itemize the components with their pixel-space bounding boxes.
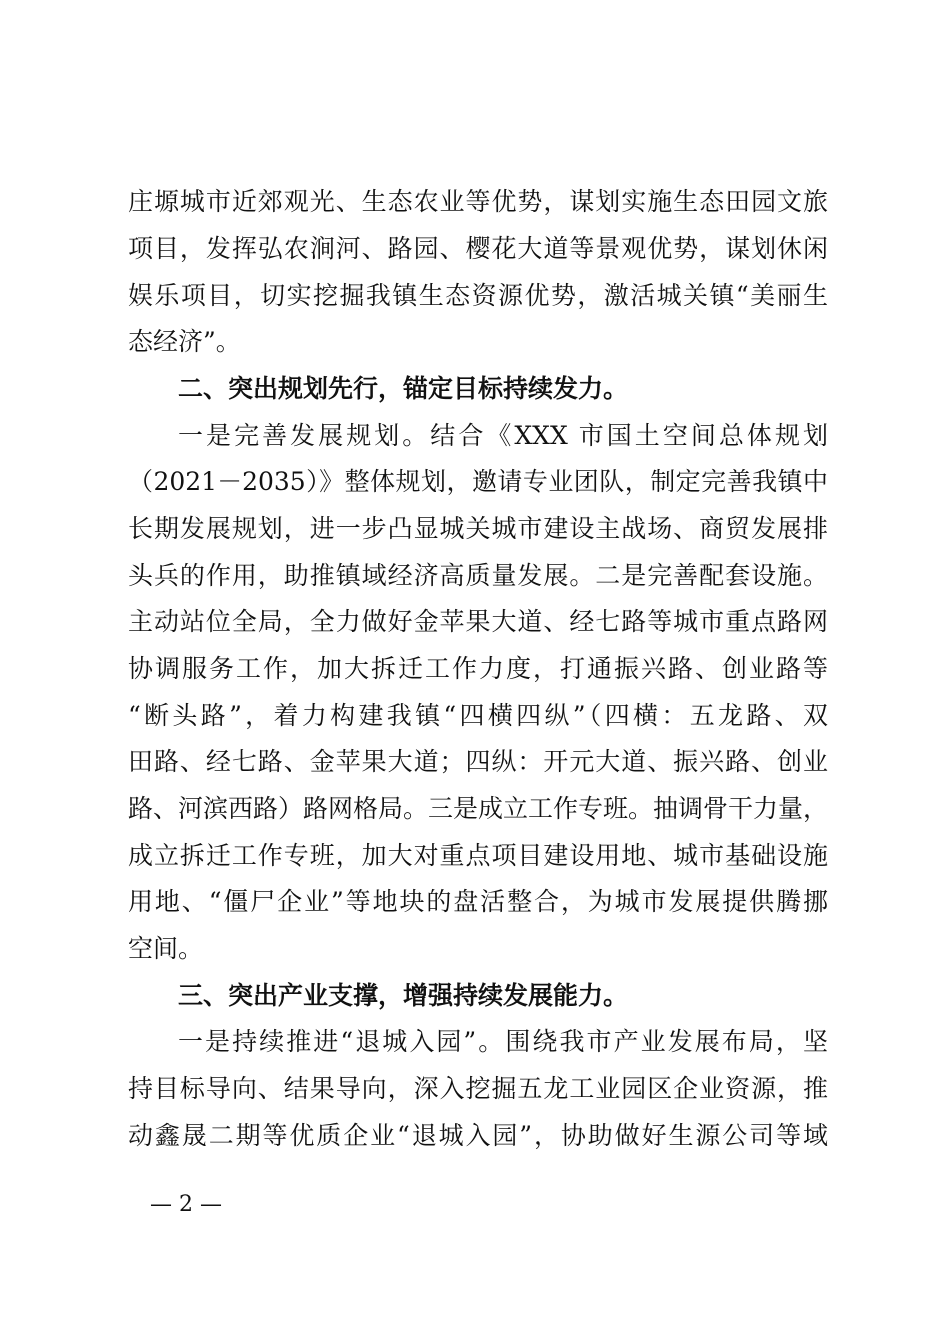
body-text-line: 用地、“僵尸企业”等地块的盘活整合，为城市发展提供腾挪 (128, 887, 828, 916)
body-text-line: 成立拆迁工作专班，加大对重点项目建设用地、城市基础设施 (128, 841, 828, 870)
body-text-line: 主动站位全局，全力做好金苹果大道、经七路等城市重点路网 (128, 607, 828, 636)
body-text-line: 头兵的作用，助推镇域经济高质量发展。二是完善配套设施。 (128, 561, 828, 590)
body-text-line: 路、河滨西路）路网格局。三是成立工作专班。抽调骨干力量， (128, 794, 829, 823)
body-text-line: 一是持续推进“退城入园”。围绕我市产业发展布局，坚 (178, 1027, 828, 1056)
page-number: — 2 — (150, 1192, 222, 1217)
body-text-line: 动鑫晟二期等优质企业“退城入园”，协助做好生源公司等域 (128, 1121, 828, 1150)
body-text-line: 持目标导向、结果导向，深入挖掘五龙工业园区企业资源，推 (128, 1074, 828, 1103)
body-text-line: （2021－2035）》整体规划，邀请专业团队，制定完善我镇中 (128, 467, 828, 496)
body-text-line: 态经济”。 (128, 327, 241, 356)
body-text-line: 田路、经七路、金苹果大道；四纵：开元大道、振兴路、创业 (128, 747, 828, 776)
body-text-line: 空间。 (128, 934, 204, 963)
body-text-line: 娱乐项目，切实挖掘我镇生态资源优势，激活城关镇“美丽生 (128, 281, 828, 310)
body-text-line: 长期发展规划，进一步凸显城关城市建设主战场、商贸发展排 (128, 514, 828, 543)
body-text-line: 项目，发挥弘农涧河、路园、樱花大道等景观优势，谋划休闲 (128, 234, 828, 263)
body-text-line: 庄塬城市近郊观光、生态农业等优势，谋划实施生态田园文旅 (128, 187, 828, 216)
section-heading-3: 三、突出产业支撑，增强持续发展能力。 (178, 981, 629, 1010)
body-text-line: 一是完善发展规划。结合《XXX 市国土空间总体规划 (178, 421, 828, 450)
section-heading-2: 二、突出规划先行，锚定目标持续发力。 (178, 374, 629, 403)
body-text-line: 协调服务工作，加大拆迁工作力度，打通振兴路、创业路等 (128, 654, 828, 683)
body-text-line: “断头路”，着力构建我镇“四横四纵”（四横：五龙路、双 (128, 701, 828, 730)
